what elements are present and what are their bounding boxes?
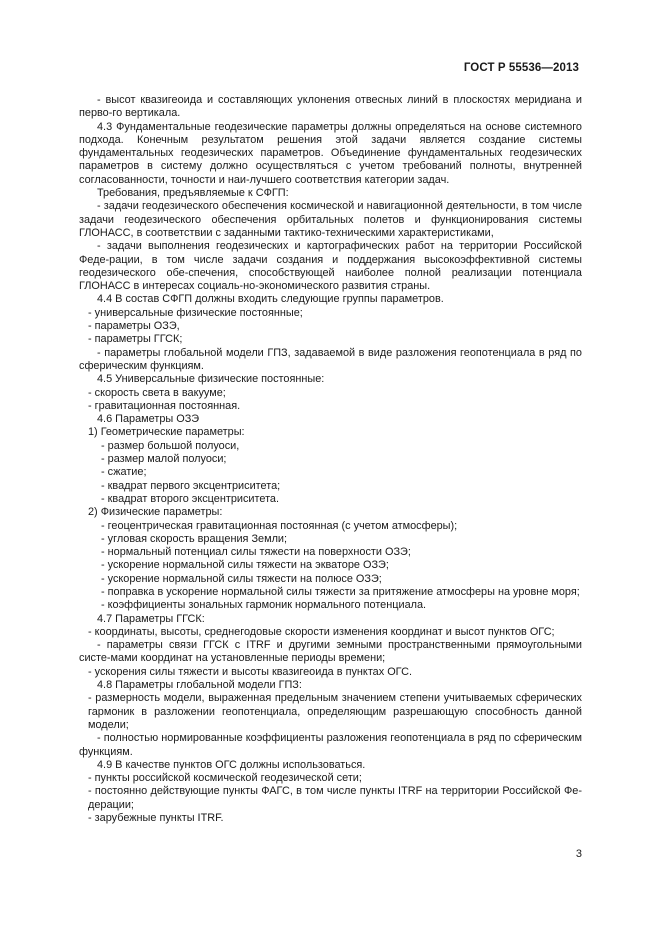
paragraph: - гравитационная постоянная. xyxy=(88,399,241,412)
paragraph: - высот квазигеоида и составляющих уклонения отвесных линий в плоскостях меридиана и перво-го вертикала. xyxy=(79,94,582,120)
paragraph: - угловая скорость вращения Земли; xyxy=(101,532,288,545)
paragraph: - зарубежные пункты ITRF. xyxy=(88,812,224,825)
paragraph: - размерность модели, выраженная предельным значением степени учитываемых сферических гармоник в разложении геопотенциала, определяющим разрешающую способность данной модели; xyxy=(88,692,582,731)
page-number: 3 xyxy=(575,848,582,860)
paragraph: - пункты российской космической геодезической сети; xyxy=(88,772,362,785)
paragraph: 4.6 Параметры ОЗЭ xyxy=(97,413,200,426)
paragraph: - размер большой полуоси, xyxy=(101,439,240,452)
paragraph: - ускорение нормальной силы тяжести на полюсе ОЗЭ; xyxy=(101,572,382,585)
paragraph: - скорость света в вакууме; xyxy=(88,386,226,399)
paragraph: - поправка в ускорение нормальной силы тяжести за притяжение атмосферы на уровне моря; xyxy=(101,585,580,598)
paragraph: - универсальные физические постоянные; xyxy=(88,306,303,319)
paragraph: - коэффициенты зональных гармоник нормального потенциала. xyxy=(101,599,427,612)
paragraph: - задачи геодезического обеспечения космической и навигационной деятельности, в том числе задачи геодезического обеспечения орбитальных полетов и функционирования системы ГЛОНАСС, в соответствии с заданными тактико-техническими характеристиками, xyxy=(79,200,582,239)
paragraph: - задачи выполнения геодезических и картографических работ на территории Российской Феде-рации, в том числе задачи создания и поддержания высокоэффективной системы геодезического обе-спечения, способствующей наиболее полной реализации потенциала ГЛОНАСС в интересах социаль-но-экономического развития страны. xyxy=(79,240,582,293)
paragraph: Требования, предъявляемые к СФГП: xyxy=(97,187,289,200)
paragraph: - геоцентрическая гравитационная постоянная (с учетом атмосферы); xyxy=(101,519,458,532)
paragraph: - квадрат первого эксцентриситета; xyxy=(101,479,281,492)
paragraph: - параметры ОЗЭ, xyxy=(88,320,180,333)
paragraph: - размер малой полуоси; xyxy=(101,453,227,466)
document-standard-code: ГОСТ Р 55536—2013 xyxy=(463,62,579,74)
paragraph: - ускорения силы тяжести и высоты квазигеоида в пунктах ОГС. xyxy=(88,665,412,678)
paragraph: - нормальный потенциал силы тяжести на поверхности ОЗЭ; xyxy=(101,546,411,559)
paragraph: 4.7 Параметры ГГСК: xyxy=(97,612,205,625)
paragraph: 4.8 Параметры глобальной модели ГПЗ: xyxy=(97,679,302,692)
paragraph: - постоянно действующие пункты ФАГС, в том числе пункты ITRF на территории Российской Фе-дерации; xyxy=(88,785,582,811)
paragraph: 4.9 В качестве пунктов ОГС должны использоваться. xyxy=(97,758,366,771)
paragraph: - координаты, высоты, среднегодовые скорости изменения координат и высот пунктов ОГС; xyxy=(88,625,555,638)
paragraph: 1) Геометрические параметры: xyxy=(88,426,245,439)
document-body xyxy=(79,94,582,825)
paragraph: - квадрат второго эксцентриситета. xyxy=(101,492,280,505)
paragraph: - сжатие; xyxy=(101,466,147,479)
paragraph: - параметры связи ГГСК с ITRF и другими земными пространственными прямоугольными систе-мами координат на установленные периоды времени; xyxy=(79,639,582,665)
paragraph: - параметры глобальной модели ГПЗ, задаваемой в виде разложения геопотенциала в ряд по сферическим функциям. xyxy=(79,346,582,372)
paragraph: 2) Физические параметры: xyxy=(88,506,223,519)
paragraph: - ускорение нормальной силы тяжести на экваторе ОЗЭ; xyxy=(101,559,389,572)
paragraph: 4.4 В состав СФГП должны входить следующие группы параметров. xyxy=(97,293,444,306)
paragraph: 4.3 Фундаментальные геодезические параметры должны определяться на основе системного подхода. Конечным результатом решения этой задачи является создание системы фундаментальных геодезических параметров. Объединение фундаментальных геодезических параметров в систему должно осуществляться с учетом требований полноты, внутренней согласованности, точности и наи-лучшего соответствия категории задач. xyxy=(79,120,582,186)
paragraph: 4.5 Универсальные физические постоянные: xyxy=(97,373,325,386)
paragraph: - полностью нормированные коэффициенты разложения геопотенциала в ряд по сферическим функциям. xyxy=(79,732,582,758)
paragraph: - параметры ГГСК; xyxy=(88,333,183,346)
